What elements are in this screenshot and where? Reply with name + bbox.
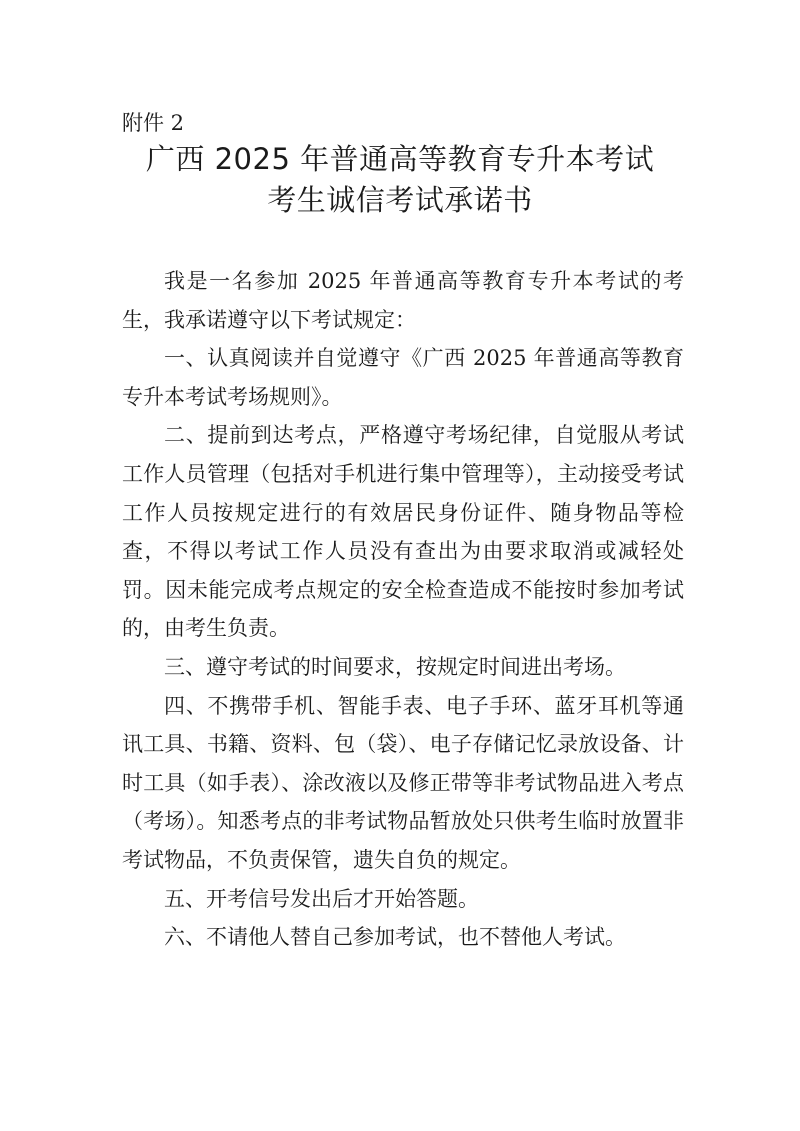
document-title-line-1: 广西 2025 年普通高等教育专升本考试	[145, 142, 655, 176]
rule-paragraph-6: 六、不请他人替自己参加考试，也不替他人考试。	[164, 925, 626, 950]
rule-paragraph-5: 五、开考信号发出后才开始答题。	[164, 886, 479, 911]
rule-paragraph-1: 一、认真阅读并自觉遵守《广西 2025 年普通高等教育专升本考试考场规则》。	[122, 346, 684, 409]
rule-paragraph-2: 二、提前到达考点，严格遵守考场纪律，自觉服从考试工作人员管理（包括对手机进行集中管理等），主动接受考试工作人员按规定进行的有效居民身份证件、随身物品等检查，不得以考试工作人员没有查出为由要求取消或减轻处罚。因未能完成考点规定的安全检查造成不能按时参加考试的，由考生负责。	[122, 423, 684, 641]
rule-paragraph-4: 四、不携带手机、智能手表、电子手环、蓝牙耳机等通讯工具、书籍、资料、包（袋）、电子存储记忆录放设备、计时工具（如手表）、涂改液以及修正带等非考试物品进入考点（考场）。知悉考点的非考试物品暂放处只供考生临时放置非考试物品，不负责保管，遗失自负的规定。	[122, 693, 684, 872]
document-body	[122, 262, 684, 957]
rule-paragraph-3: 三、遵守考试的时间要求，按规定时间进出考场。	[164, 654, 626, 679]
document-title-line-2: 考生诚信考试承诺书	[267, 183, 533, 217]
attachment-label: 附件 2	[122, 111, 185, 135]
intro-paragraph: 我是一名参加 2025 年普通高等教育专升本考试的考生，我承诺遵守以下考试规定：	[122, 269, 684, 332]
